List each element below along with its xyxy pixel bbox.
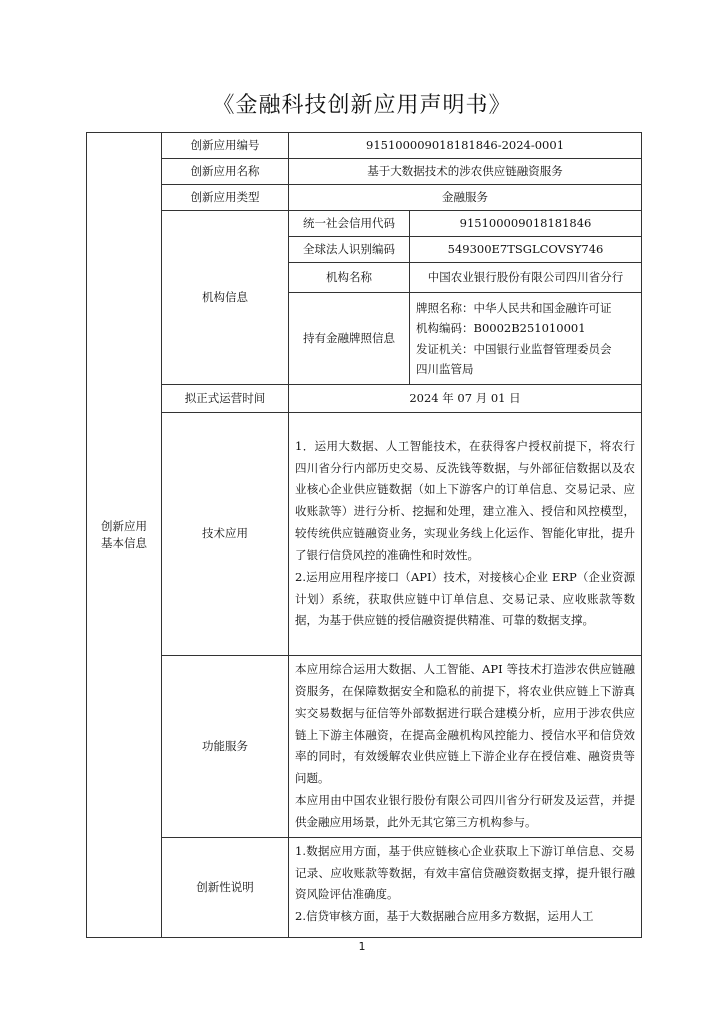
- innov-paragraph: 2.信贷审核方面，基于大数据融合应用多方数据，运用人工: [295, 909, 594, 924]
- tech-paragraph: 2.运用应用程序接口（API）技术，对接核心企业 ERP（企业资源计划）系统，获取供应链中订单信息、交易记录、应收账款等数据，为基于供应链的授信融资提供精准、可靠的数据支撑。: [295, 569, 636, 628]
- table-row: [87, 211, 642, 237]
- license-value: [410, 293, 642, 385]
- declaration-table: [86, 132, 642, 938]
- table-row: [87, 837, 642, 937]
- license-line: 机构编码：B0002B251010001: [416, 321, 586, 336]
- license-line: 发证机关：中国银行业监督管理委员会: [416, 341, 612, 356]
- innov-label: 创新性说明: [162, 837, 289, 937]
- app-no-value: 915100009018181846-2024-0001: [289, 133, 642, 159]
- table-row: [87, 385, 642, 413]
- func-value: [289, 656, 642, 838]
- app-type-label: 创新应用类型: [162, 185, 289, 211]
- org-info-label: 机构信息: [162, 211, 289, 385]
- app-type-value: 金融服务: [289, 185, 642, 211]
- group-label-line2: 基本信息: [101, 535, 147, 550]
- page-number: 1: [358, 940, 366, 953]
- lei-label: 全球法人识别编码: [289, 237, 410, 263]
- group-label-line1: 创新应用: [101, 518, 147, 533]
- credit-code-value: 915100009018181846: [410, 211, 642, 237]
- lei-value: 549300E7TSGLCOVSY746: [410, 237, 642, 263]
- func-paragraph: 本应用综合运用大数据、人工智能、API 等技术打造涉农供应链融资服务，在保障数据安全和隐私的前提下，将农业供应链上下游真实交易数据与征信等外部数据进行联合建模分析，应用于涉农供应链上下游主体融资，在提高金融机构风控能力、授信水平和信贷效率的同时，有效缓解农业供应链上下游企业存在授信难、融资贵等问题。: [295, 662, 636, 786]
- tech-value: [289, 413, 642, 656]
- org-name-value: 中国农业银行股份有限公司四川省分行: [410, 263, 642, 293]
- func-paragraph: 本应用由中国农业银行股份有限公司四川省分行研发及运营，并提供金融应用场景，此外无其它第三方机构参与。: [295, 793, 636, 829]
- credit-code-label: 统一社会信用代码: [289, 211, 410, 237]
- app-name-label: 创新应用名称: [162, 159, 289, 185]
- table-row: [87, 656, 642, 838]
- license-line: 四川监管局: [416, 361, 474, 376]
- document-title: 《金融科技创新应用声明书》: [212, 93, 512, 118]
- app-name-value: 基于大数据技术的涉农供应链融资服务: [289, 159, 642, 185]
- tech-paragraph: 1．运用大数据、人工智能技术，在获得客户授权前提下，将农行四川省分行内部历史交易、反洗钱等数据，与外部征信数据以及农业核心企业供应链数据（如上下游客户的订单信息、交易记录、应收账款等）进行分析、挖掘和处理，建立准入、授信和风控模型，较传统供应链融资业务，实现业务线上化运作、智能化审批，提升了银行信贷风控的准确性和时效性。: [295, 438, 636, 562]
- license-label: 持有金融牌照信息: [289, 293, 410, 385]
- org-name-label: 机构名称: [289, 263, 410, 293]
- table-row: [87, 159, 642, 185]
- group-label-cell: [87, 133, 162, 938]
- func-label: 功能服务: [162, 656, 289, 838]
- innov-value: [289, 837, 642, 937]
- app-no-label: 创新应用编号: [162, 133, 289, 159]
- table-row: [87, 413, 642, 656]
- table-row: [87, 133, 642, 159]
- launch-label: 拟正式运营时间: [162, 385, 289, 413]
- tech-label: 技术应用: [162, 413, 289, 656]
- license-line: 牌照名称：中华人民共和国金融许可证: [416, 301, 612, 316]
- table-row: [87, 185, 642, 211]
- launch-value: 2024 年 07 月 01 日: [289, 385, 642, 413]
- innov-paragraph: 1.数据应用方面，基于供应链核心企业获取上下游订单信息、交易记录、应收账款等数据，有效丰富信贷融资数据支撑，提升银行融资风险评估准确度。: [295, 843, 636, 902]
